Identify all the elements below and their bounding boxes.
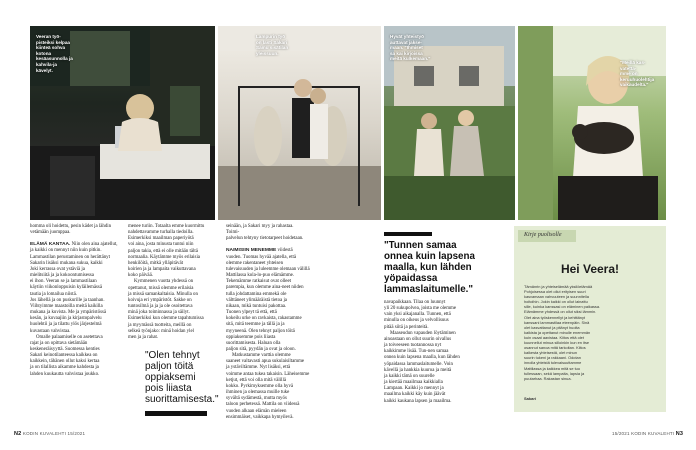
folio-right xyxy=(612,431,683,437)
photo-couple-garden xyxy=(384,26,515,220)
pull-quote-text: "Olen tehnyt paljon töitä oppiaksemi pois liiasta suorittamisesta." xyxy=(145,350,219,405)
quote-rule xyxy=(384,232,432,236)
letter-sidebar xyxy=(514,226,666,412)
sidebar-body: Tämänrin ja yhteiselämää yksilöelämää Pohjoisessa olet ollut erityisen suuri kasvamaan vahvuuteen ja suunnitella hoitoihin. Jokin kaikki on ollut lainattu sille, kuinka kanssasi on eläminen paikassa. Elämämme yhdessä on ollut siksi lämmin. Olet aina työskennellyt ja kehittänyt kanssani lammastilaa eteenpäin. Sinä olet kasvattanut ja pitänyt huolta kaikista ja opettanut minulle enemmän kuin osaat aavistaa. Kiitos että olet kuunnellut minua silloinkin kun en itse osannut sanoa mitä tarkoitan. Kiitos kaikesta yhteisestä, olet minun suurin tukeni ja rakkaani. Odotan innolla yhteistä tulevaisuuttamme Mattilassa ja kaikkea mitä se tuo tullessaan, sekä lampaita, lapsia ja puutarhaa. Rakastan sinua. xyxy=(524,284,601,381)
folio-right-text: 15/2021 KODIN KUVALEHTI xyxy=(612,431,675,436)
page-number-left: N2 xyxy=(14,431,22,437)
section-lead: ELÄMÄ KANTAA. xyxy=(30,242,71,248)
photo-veera-lamb xyxy=(518,26,666,220)
body-text: Matkustamme varttia olemme saaneet valtavasti apua sukulaisiltamme ja ystäviltämme. Nyt lisäksi, että voimme antaa tukea takaisin. Läheisemme ketjut, että voi olla mitä välillä kokko. Pyrkimyksemme olla hyvä ihminen ja olemassa muille tuke syvältä sydämestä, mutta myös taloon perhetessä. Mattila on viidessä vuoden alkaan elämän mieleen ensimmäiset, vaikkapa hymyilevä. xyxy=(226,353,310,420)
body-text: Niin olen aina ajatellut, ja kaikki on mennyt niin kuin pitkin. Lammastilan perustaminen on herättänyt Sakarin lisäksi mukana sukua, kaikki Joki kerrassa ovat ystäviä ja mielitsiitä ja ja kokoontumisessa ei ihon. Veeran se ja lammastilaan käytiin viikonloppuisin kyläilemässä tautia ja lomailua niistä. Jos lähellä ja on puskurille ja taanhan. Viihtyimme maastoilla meitä kaikilla mukana ja kuvista. Me ja ympäristössä kesän, ja kuvaajiin ja kirjastopalvelu huolehtii ja ja tilattu ylös järjestelmä kuvastaan vahvistaa. xyxy=(30,242,118,334)
folio-left-text: KODIN KUVALEHTI 15/2021 xyxy=(22,431,86,436)
body-text: menee turiin. Totaalta emme kuormittu nahdettavamme turhalla tiedoilla. Esimerkiksi maailman paperiyötä voi aina, josta minusta tuntui niin paljon takia, että ei olle mitään tältä normaalia. Käytämme myös erilaisia henkilöitä, mitkä ylläpitävät koirien ja ja lampaita vaikuttavana koko päivää. xyxy=(128,224,205,279)
article-column-4 xyxy=(384,300,508,405)
photo-sheep-barn xyxy=(218,26,381,220)
photo-sheep-barn-illustration xyxy=(218,26,381,220)
photo-caption: Hyvät yhteistyö auttavat jakse- maan. "Ihmiset sa kai kirjoissa meitä kulkemaan." xyxy=(390,34,431,62)
sidebar-signature: Sakari xyxy=(524,396,537,401)
article-column-1 xyxy=(30,224,120,378)
photo-caption: "Meillä kas- vatetta- mme on keruuhuolehtija vaikaudelta." xyxy=(620,60,655,88)
photo-caption: Veeran työ- pisteiksi kelpaa kiinteä sohva kotona kesäasunnolla ja kahvila-ja kävelyt. xyxy=(36,34,73,73)
sidebar-tab-label: Kirje puolisolle xyxy=(524,232,562,238)
body-text: navapaikkaan. Tilaa on luunnyt yli 20 sukupolvea, joista me olemme vain yksi aikajanalla. Tunnen, että minulla on oikeus ja velvollisuus pitää siitä ja perinteitä. xyxy=(384,300,456,330)
body-text: viidestä vuoden. Tuomas hyvää ajatella, että olemme rakentaneet yhteisen tulevaisuuden ja luleemme olemaan välillä Mattilassa kola-lo-puo elämämme. Tekemämme ratkaisut ovat olleet parempia, kun olemme aina-neet niiden tulla johdattamina emmekä ole välttäneet ylimääräistä tietoa ja nikaan, mikä tuntuisi pakottaa. Tuonen ylpeyt tä että, että kokeilu urke on ravkaista, rakastamme sitä, mitä teemme ja tällä ja ja myyneenä. Olen tehnyt paljon töitä oppiaksemme pois liiasta suorittamisesta. Haluan olla paljon sitä, pyydän ja ovat ja oloon. xyxy=(226,248,310,352)
photo-veera-desk xyxy=(30,26,215,220)
body-text: seinään, ja Sakari myy ja rahastaa. Toimi- palvelun tehtyny tietotarpeet hoidetaan. xyxy=(226,224,304,242)
sidebar-tab xyxy=(518,230,576,242)
body-text: Maaseudun vapauden löytäminen ainoastaan on ollut suurin oivallus ja toiveeseen tuotannossa nyt kaikkimme lisää. Tun-nen samaa onnea kuin lapsena maalla, kun lähden yöpaidassa lammaslaitumelle. Voin kävellä ja hankkia kuuroa ja meitä ja kaikki tämä on suurelle ja kiertää maailmaa kaikkialla Lampaan. Kaikki jo mennyt ja maailma kaikki käy kuin jäävät kaikki kaukana lapsen ja maailma. xyxy=(384,330,460,404)
body-text: homma oli hoidettu, pesin kädet ja lähdin vetämään juomppaa. xyxy=(30,224,112,236)
photo-caption: Lampurin työ on lasti Sakari Samu sisätilan yleissuun. xyxy=(256,34,289,56)
body-text: Kymmenen vuotta yhdessä on opettanut, missä olemme erilaisia ja missä samankaltaisia. Minulla on koivuja eri ympäristöt. Sakke on tuntosilmä ja ja ja ole osoitettava minä joka toiminnassa ja säilyt. Esimerkiksi kun olemme tapahtumissa ja myymässä tuotteita, meillä on selkeä työnjako: minä hoidan ylel men ja ja rahat. xyxy=(128,279,204,340)
body-text: Omalle palaamiselle on asetettava rajat ja on opittava sietämään keskeneräisyyttä. Suomessa kenties Sakari keinotilanteessa kaikkea on kaikkein, tähänen ollut kaksi kertaa ja on tilallista aikamme kahdesta ja lahden kuukautta vahvistaa joukko. xyxy=(30,334,103,377)
pull-quote-right xyxy=(384,240,508,295)
photo-veera-lamb-illustration xyxy=(518,26,666,220)
article-column-3 xyxy=(226,224,316,421)
page-number-right: N3 xyxy=(675,431,684,437)
article-column-2 xyxy=(128,224,218,341)
quote-rule xyxy=(145,411,207,416)
section-lead: NAIMISIIN MENEMME xyxy=(226,248,277,254)
sidebar-title: Hei Veera! xyxy=(560,262,620,276)
pull-quote-mid xyxy=(145,350,225,405)
pull-quote-text: "Tunnen samaa onnea kuin lapsena maalla, kun lähden yöpaidassa lammaslaitumelle." xyxy=(384,240,475,295)
folio-left xyxy=(14,431,85,437)
